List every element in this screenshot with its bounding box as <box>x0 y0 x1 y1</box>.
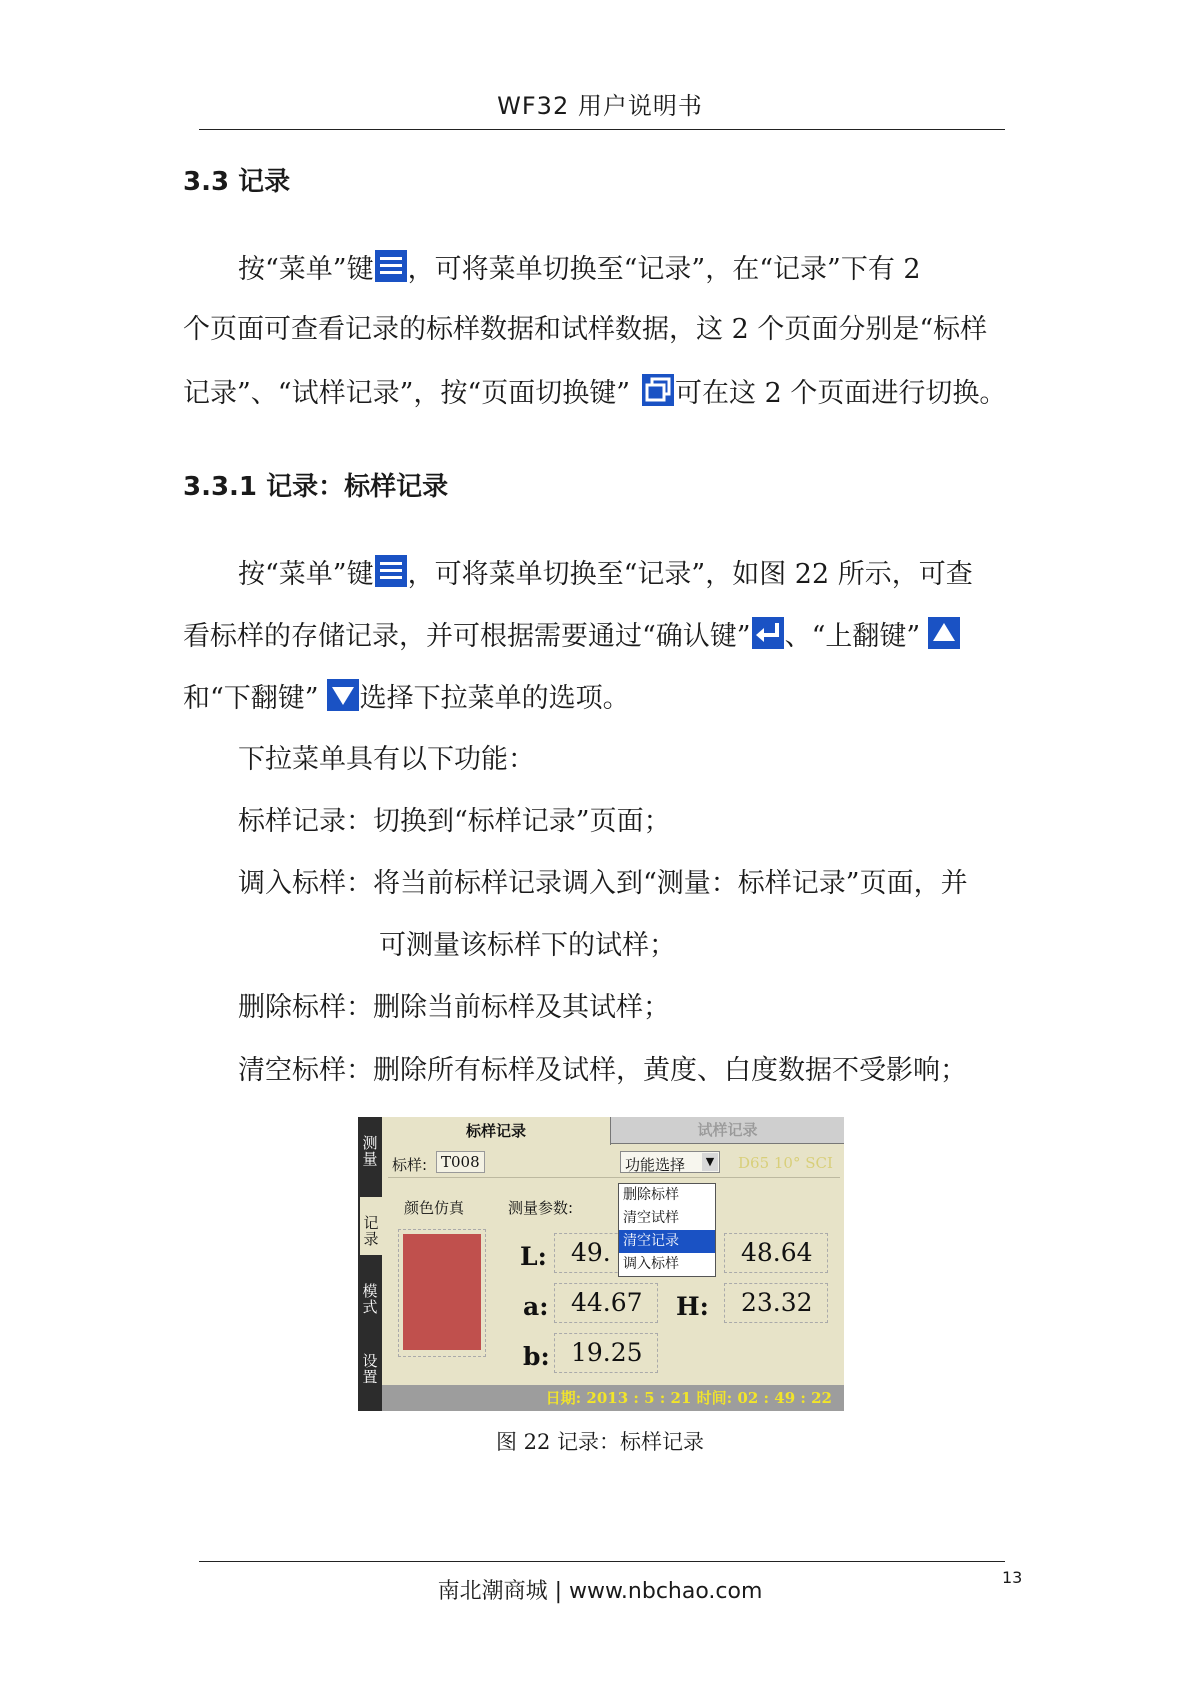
L-value: 49. <box>554 1233 658 1273</box>
color-swatch-frame <box>398 1229 486 1357</box>
C-value: 48.64 <box>724 1233 828 1273</box>
enter-key-icon <box>752 617 784 649</box>
device-screen <box>358 1117 844 1411</box>
a-value: 44.67 <box>554 1283 658 1323</box>
page-switch-key-icon <box>642 374 674 406</box>
b-value: 19.25 <box>554 1333 658 1373</box>
tab-standard-record[interactable]: 标样记录 <box>382 1117 611 1145</box>
sidebar <box>358 1117 382 1411</box>
menu-intro: 下拉菜单具有以下功能： <box>238 744 535 775</box>
dropdown-item-delete-standard[interactable]: 删除标样 <box>623 1187 679 1203</box>
intro-text: 记录”、“试样记录”，按“页面切换键” <box>183 378 631 409</box>
para-line-1 <box>238 555 973 593</box>
page-number: 13 <box>1002 1568 1023 1587</box>
function-desc: 删除所有标样及试样，黄度、白度数据不受影响； <box>373 1055 967 1086</box>
function-desc: 将当前标样记录调入到“测量：标样记录”页面，并 <box>373 868 968 899</box>
subsection-heading: 3.3.1 记录：标样记录 <box>183 472 449 502</box>
page-up-key-icon <box>928 617 960 649</box>
L-label: L: <box>520 1242 547 1271</box>
function-item <box>238 804 671 840</box>
para-text: 看标样的存储记录，并可根据需要通过“确认键” <box>183 621 751 652</box>
a-label: a: <box>523 1292 549 1321</box>
sample-label: 标样: <box>392 1156 428 1174</box>
document-header: WF32 用户说明书 <box>497 92 703 120</box>
para-text: 和“下翻键” <box>183 683 319 714</box>
function-item <box>238 990 670 1026</box>
function-desc: 切换到“标样记录”页面； <box>373 806 671 837</box>
chevron-down-icon[interactable]: ▼ <box>702 1153 718 1171</box>
color-sim-label: 颜色仿真 <box>404 1199 465 1217</box>
function-select-value: 功能选择 <box>625 1156 686 1174</box>
para-text: 选择下拉菜单的选项。 <box>359 683 630 714</box>
footer-rule <box>199 1561 1005 1562</box>
H-value: 23.32 <box>724 1283 828 1323</box>
function-select[interactable] <box>620 1151 720 1173</box>
divider <box>388 1177 840 1178</box>
tab-sample-record[interactable]: 试样记录 <box>611 1117 844 1144</box>
intro-text: ，可将菜单切换至“记录”，在“记录”下有 2 <box>407 254 921 285</box>
function-dropdown <box>618 1183 716 1277</box>
function-term: 清空标样： <box>238 1055 373 1086</box>
H-label: H: <box>676 1292 709 1321</box>
header-rule <box>199 129 1005 130</box>
para-line-2 <box>183 617 961 655</box>
para-text: 按“菜单”键 <box>238 559 374 590</box>
figure-caption: 图 22 记录：标样记录 <box>495 1430 705 1454</box>
footer-link[interactable]: 南北潮商城 | www.nbchao.com <box>437 1579 763 1604</box>
function-term: 调入标样： <box>238 868 373 899</box>
para-text: 、“上翻键” <box>784 621 921 652</box>
function-term: 标样记录： <box>238 806 373 837</box>
sidebar-tab-settings[interactable]: 设置 <box>362 1352 378 1386</box>
menu-key-icon <box>375 555 407 587</box>
intro-line-2: 个页面可查看记录的标样数据和试样数据，这 2 个页面分别是“标样 <box>183 314 988 345</box>
intro-text: 可在这 2 个页面进行切换。 <box>675 378 1007 409</box>
status-bar: 日期: 2013 : 5 : 21 时间: 02 : 49 : 22 <box>382 1385 844 1411</box>
illuminant-label: D65 10° SCI <box>738 1154 833 1172</box>
function-item <box>238 1053 967 1089</box>
dropdown-item-clear-samples[interactable]: 清空试样 <box>623 1210 679 1226</box>
sample-id-field[interactable]: T008 <box>436 1151 485 1173</box>
sidebar-tab-measure[interactable]: 测量 <box>362 1134 378 1168</box>
sidebar-tab-mode[interactable]: 模式 <box>362 1282 378 1316</box>
color-swatch <box>403 1234 481 1350</box>
function-desc: 删除当前标样及其试样； <box>373 992 670 1023</box>
para-text: ，可将菜单切换至“记录”，如图 22 所示，可查 <box>407 559 973 590</box>
section-heading: 3.3 记录 <box>183 167 291 197</box>
dropdown-item-load-standard[interactable]: 调入标样 <box>623 1256 679 1272</box>
params-label: 测量参数: <box>508 1199 574 1217</box>
page-down-key-icon <box>327 679 359 711</box>
function-item <box>238 866 968 902</box>
para-line-3 <box>183 679 630 717</box>
intro-line-1 <box>238 250 921 288</box>
intro-line-3 <box>183 374 1006 412</box>
dropdown-item-clear-records[interactable]: 清空记录 <box>619 1230 715 1253</box>
tab-bar <box>382 1117 844 1145</box>
menu-key-icon <box>375 250 407 282</box>
intro-text: 按“菜单”键 <box>238 254 374 285</box>
b-label: b: <box>523 1342 550 1371</box>
function-term: 删除标样： <box>238 992 373 1023</box>
function-desc-continued: 可测量该标样下的试样； <box>379 930 676 961</box>
sidebar-tab-record[interactable]: 记录 <box>360 1197 382 1255</box>
